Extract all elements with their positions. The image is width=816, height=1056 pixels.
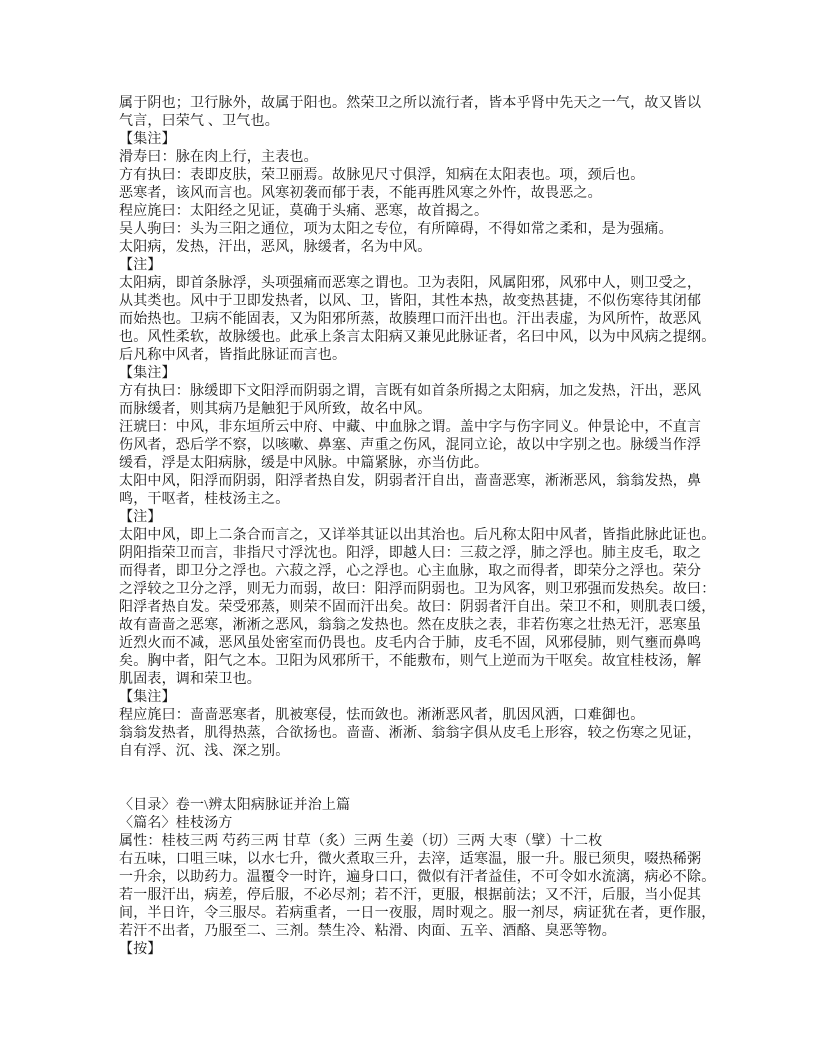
text-line: 气言，曰荣气 、卫气也。 — [119, 114, 279, 129]
text-line: 肌固表，调和荣卫也。 — [119, 672, 261, 687]
text-line: 缓看，浮是太阳病脉，缓是中风脉。中篇紧脉，亦当仿此。 — [119, 456, 489, 471]
text-line: 也。风性柔软，故脉缓也。此承上条言太阳病又兼见此脉证者，名曰中风，以为中风病之提纲。 — [119, 330, 716, 345]
text-line: 翁翁发热者，肌得热蒸，合欲扬也。啬啬、淅淅、翁翁字俱从皮毛上形容，较之伤寒之见证， — [119, 726, 702, 741]
section-marker: 【注】 — [119, 510, 162, 525]
text-line: 而脉缓者，则其病乃是触犯于风所致，故名中风。 — [119, 402, 432, 417]
text-line: 故有啬啬之恶寒，淅淅之恶风，翁翁之发热也。然在皮肤之表，非若伤寒之壮热无汗，恶寒虽 — [119, 618, 702, 633]
text-line: 右五味，口咀三味，以水七升，微火煮取三升，去滓，适寒温，服一升。服已须臾，啜热稀粥 — [119, 852, 702, 867]
text-line: 恶寒者，该风而言也。风寒初袭而郁于表，不能再胜风寒之外忤，故畏恶之。 — [119, 186, 602, 201]
blank-line — [119, 761, 707, 779]
text-line: 属于阴也；卫行脉外，故属于阳也。然荣卫之所以流行者，皆本乎肾中先天之一气，故又皆以 — [119, 96, 702, 111]
text-line: 若一服汗出，病差，停后服，不必尽剂；若不汗，更服，根据前法；又不汗，后服，当小促其 — [119, 888, 702, 903]
text-line: 而得者，即卫分之浮也。六菽之浮，心之浮也。心主血脉，取之而得者，即荣分之浮也。荣分 — [119, 564, 702, 579]
text-line: 间，半日许，令三服尽。若病重者，一日一夜服，周时观之。服一剂尽，病证犹在者，更作服， — [119, 906, 716, 921]
text-line: 伤风者，恐后学不察，以咳嗽、鼻塞、声重之伤风，混同立论，故以中字别之也。脉缓当作浮 — [119, 438, 702, 453]
text-line: 若汗不出者，乃服至二、三剂。禁生冷、粘滑、肉面、五辛、酒酪、臭恶等物。 — [119, 924, 616, 939]
text-line: 太阳中风，阳浮而阴弱，阳浮者热自发，阴弱者汗自出，啬啬恶寒，淅淅恶风，翁翁发热，鼻 — [119, 474, 702, 489]
section-marker: 【集注】 — [119, 132, 176, 147]
text-line: 吴人驹曰：头为三阳之通位，项为太阳之专位，有所障碍，不得如常之柔和，是为强痛。 — [119, 222, 673, 237]
text-line: 太阳病，发热，汗出，恶风，脉缓者，名为中风。 — [119, 240, 432, 255]
text-line: 而始热也。卫病不能固表，又为阳邪所蒸，故腠理口而汗出也。汗出表虚，为风所忤，故恶风 — [119, 312, 702, 327]
text-line: 〈目录〉卷一\辨太阳病脉证并治上篇 — [119, 798, 351, 813]
text-line: 程应旄曰：太阳经之见证，莫确于头痛、恶寒，故首揭之。 — [119, 204, 489, 219]
text-line: 自有浮、沉、浅、深之别。 — [119, 744, 290, 759]
text-line: 滑寿曰：脉在肉上行，主表也。 — [119, 150, 318, 165]
text-line: 属性：桂枝三两 芍药三两 甘草（炙）三两 生姜（切）三两 大枣（擘）十二枚 — [119, 834, 603, 849]
text-line: 后凡称中风者，皆指此脉证而言也。 — [119, 348, 347, 363]
text-line: 太阳中风，即上二条合而言之，又详举其证以出其治也。后凡称太阳中风者，皆指此脉此证也。 — [119, 528, 716, 543]
text-line: 太阳病，即首条脉浮，头项强痛而恶寒之谓也。卫为表阳，风属阳邪，风邪中人，则卫受之， — [119, 276, 702, 291]
text-line: 〈篇名〉桂枝汤方 — [119, 816, 233, 831]
text-line: 程应旄曰：啬啬恶寒者，肌被寒侵，怯而敛也。淅淅恶风者，肌因风洒，口难御也。 — [119, 708, 645, 723]
text-line: 矣。胸中者，阳气之本。卫阳为风邪所干，不能敷布，则气上逆而为干呕矣。故宜桂枝汤，解 — [119, 654, 702, 669]
text-line: 近烈火而不减，恶风虽处密室而仍畏也。皮毛内合于肺，皮毛不固，风邪侵肺，则气壅而鼻鸣 — [119, 636, 702, 651]
text-line: 阴阳指荣卫而言，非指尺寸浮沈也。阳浮，即越人曰：三菽之浮，肺之浮也。肺主皮毛，取之 — [119, 546, 702, 561]
section-marker: 【集注】 — [119, 366, 176, 381]
text-line: 汪琥曰：中风，非东垣所云中府、中藏、中血脉之谓。盖中字与伤字同义。仲景论中，不直言 — [119, 420, 702, 435]
text-line: 鸣，干呕者，桂枝汤主之。 — [119, 492, 290, 507]
blank-line — [119, 779, 707, 797]
text-line: 之浮较之卫分之浮，则无力而弱，故曰：阳浮而阴弱也。卫为风客，则卫邪强而发热矣。故曰： — [119, 582, 716, 597]
text-line: 一升余，以助药力。温覆令一时许，遍身口口，微似有汗者益佳，不可令如水流漓，病必不除。 — [119, 870, 716, 885]
section-marker: 【注】 — [119, 258, 162, 273]
text-line: 方有执曰：表即皮肤，荣卫丽焉。故脉见尺寸俱浮，知病在太阳表也。项，颈后也。 — [119, 168, 645, 183]
text-line: 从其类也。风中于卫即发热者，以风、卫，皆阳，其性本热，故变热甚捷，不似伤寒待其闭郁 — [119, 294, 702, 309]
section-marker: 【按】 — [119, 942, 162, 957]
text-line: 方有执曰：脉缓即下文阳浮而阴弱之谓，言既有如首条所揭之太阳病，加之发热，汗出，恶风 — [119, 384, 702, 399]
text-line: 阳浮者热自发。荣受邪蒸，则荣不固而汗出矣。故曰：阴弱者汗自出。荣卫不和，则肌表口缓， — [119, 600, 716, 615]
section-marker: 【集注】 — [119, 690, 176, 705]
document-body — [119, 95, 716, 959]
